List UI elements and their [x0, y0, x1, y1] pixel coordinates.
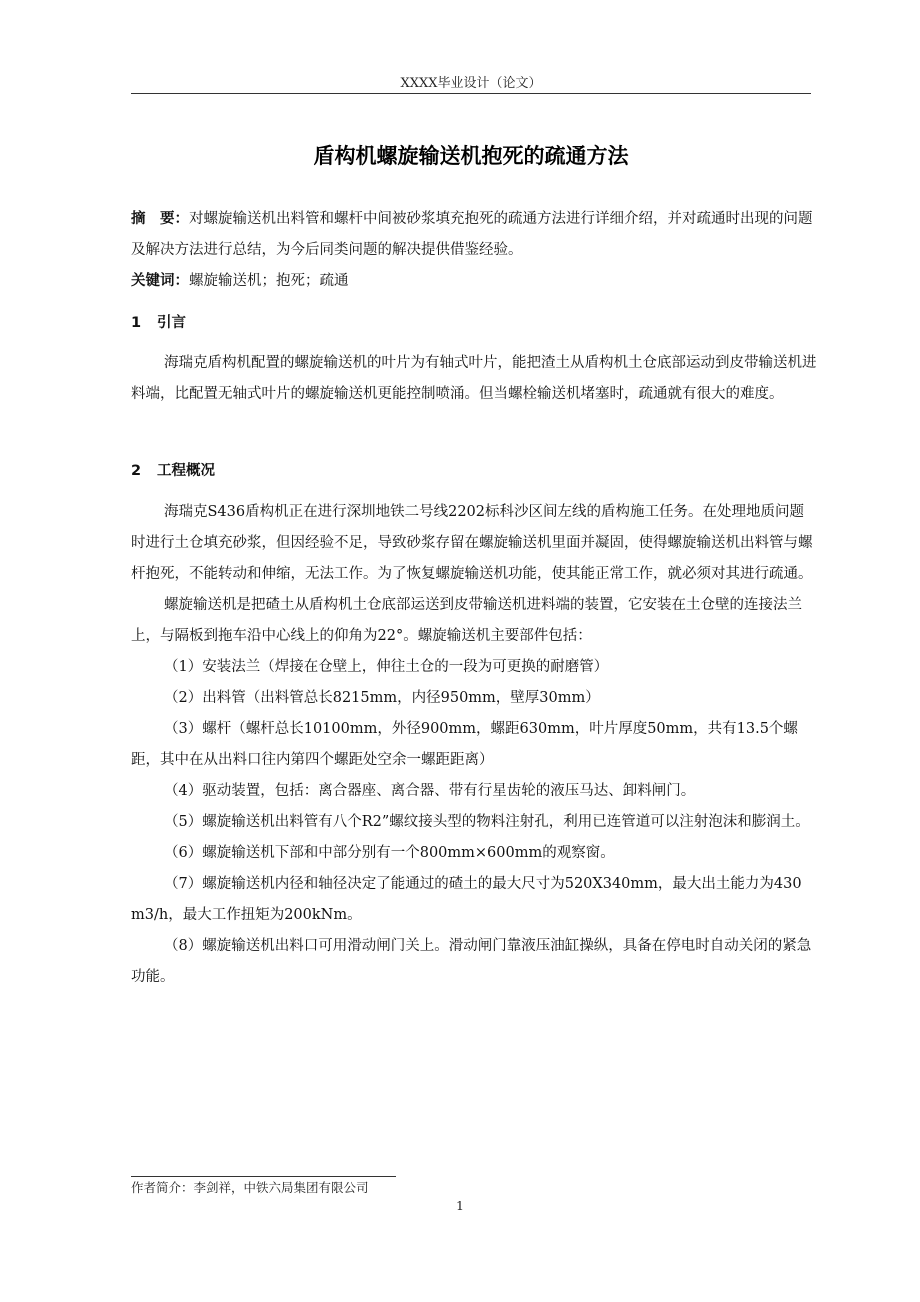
keywords-text: 螺旋输送机；抱死；疏通: [189, 273, 349, 289]
list-item: （8）螺旋输送机出料口可用滑动闸门关上。滑动闸门靠液压油缸操纵，具备在停电时自动关闭的紧急功能。: [131, 938, 812, 985]
list-item: （4）驱动装置，包括：离合器座、离合器、带有行星齿轮的液压马达、卸料闸门。: [164, 783, 696, 799]
section-heading-1: [131, 311, 186, 335]
section-number: 2: [131, 463, 142, 479]
running-header: XXXX毕业设计（论文）: [400, 76, 542, 91]
author-footnote: 作者简介：李剑祥，中铁六局集团有限公司: [131, 1180, 369, 1195]
section-1-body: [131, 348, 817, 410]
keywords: [131, 266, 817, 297]
abstract-label: 摘 要：: [131, 211, 189, 227]
page-number: 1: [456, 1198, 464, 1213]
section-heading-2: [131, 459, 215, 483]
section-2-body: [131, 497, 817, 993]
list-item: （1）安装法兰（焊接在仓壁上，伸往土仓的一段为可更换的耐磨管）: [164, 659, 609, 675]
paragraph: 海瑞克S436盾构机正在进行深圳地铁二号线2202标科沙区间左线的盾构施工任务。在处理地质问题时进行土仓填充砂浆，但因经验不足，导致砂浆存留在螺旋输送机里面并凝固，使得螺旋输送机出料管与螺杆抱死，不能转动和伸缩，无法工作。为了恢复螺旋输送机功能，使其能正常工作，就必须对其进行疏通。: [131, 504, 813, 582]
paper-title: 盾构机螺旋输送机抱死的疏通方法: [313, 144, 629, 168]
section-title: 工程概况: [157, 463, 215, 479]
abstract-text: 对螺旋输送机出料管和螺杆中间被砂浆填充抱死的疏通方法进行详细介绍，并对疏通时出现的问题及解决方法进行总结，为今后同类问题的解决提供借鉴经验。: [131, 211, 813, 258]
section-number: 1: [131, 315, 142, 331]
paragraph: 螺旋输送机是把碴土从盾构机土仓底部运送到皮带输送机进料端的装置，它安装在土仓壁的连接法兰上，与隔板到拖车沿中心线上的仰角为22°。螺旋输送机主要部件包括：: [131, 597, 802, 644]
list-item: （5）螺旋输送机出料管有八个R2”螺纹接头型的物料注射孔，利用已连管道可以注射泡沫和膨润土。: [164, 814, 810, 830]
paragraph: 海瑞克盾构机配置的螺旋输送机的叶片为有轴式叶片，能把渣土从盾构机土仓底部运动到皮带输送机进料端，比配置无轴式叶片的螺旋输送机更能控制喷涌。但当螺栓输送机堵塞时，疏通就有很大的难度。: [131, 355, 817, 402]
abstract: [131, 204, 817, 266]
list-item: （2）出料管（出料管总长8215mm，内径950mm，壁厚30mm）: [164, 690, 600, 706]
list-item: （7）螺旋输送机内径和轴径决定了能通过的碴土的最大尺寸为520X340mm，最大出土能力为430 m3/h，最大工作扭矩为200kNm。: [131, 876, 802, 923]
list-item: （3）螺杆（螺杆总长10100mm，外径900mm，螺距630mm，叶片厚度50mm，共有13.5个螺距，其中在从出料口往内第四个螺距处空余一螺距距离）: [131, 721, 798, 768]
list-item: （6）螺旋输送机下部和中部分别有一个800mm×600mm的观察窗。: [164, 845, 615, 861]
footnote-divider: [131, 1176, 396, 1177]
keywords-label: 关键词：: [131, 273, 189, 289]
header-divider: [131, 93, 811, 94]
section-title: 引言: [157, 315, 186, 331]
